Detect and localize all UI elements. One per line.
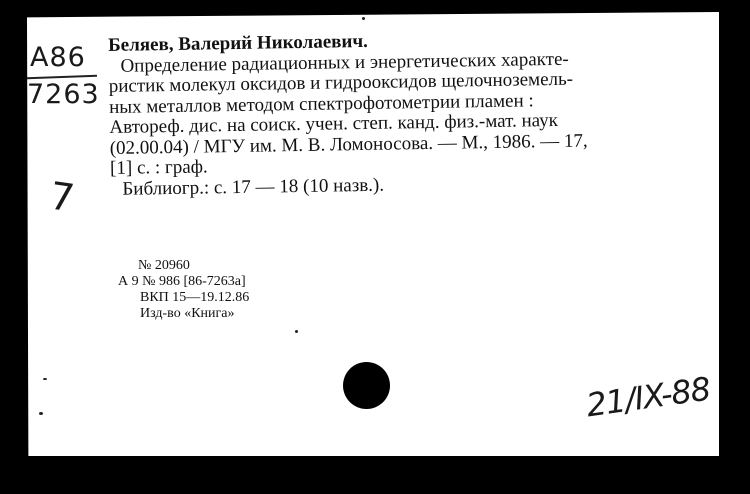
author-name: Беляев, Валерий Николаевич. [107,30,369,56]
vkp-code: ВКП 15—19.12.86 [140,290,250,305]
handwritten-date: 21/IX-88 [583,369,713,425]
ink-speck [43,378,47,380]
bibliography-note: Библиогр.: с. 17 — 18 (10 назв.). [122,174,385,200]
ink-speck [362,17,365,20]
index-code: А 9 № 986 [86-7263а] [118,274,246,289]
ink-speck [39,412,43,415]
title-line: [1] с. : граф. [109,156,208,179]
publisher: Изд-во «Книга» [140,306,235,321]
card-number: № 20960 [138,258,190,273]
shelf-mark-top: A86 [30,42,86,73]
bibliographic-entry [108,27,686,200]
title-line: (02.00.04) / МГУ им. М. В. Ломоносова. — М., 1986. — 17, [109,129,588,159]
title-line: Автореф. дис. на соиск. учен. степ. канд. физ.-мат. наук [109,109,559,138]
punch-hole [343,362,390,409]
shelf-mark-bottom: 7263 [27,79,100,110]
ink-speck [295,330,298,333]
handwritten-margin-mark: 7 [47,173,78,221]
title-line: ристик молекул оксидов и гидрооксидов щелочноземель- [108,68,574,97]
catalog-info [118,258,249,322]
title-line: ных металлов методом спектрофотометрии пламен : [108,89,534,118]
title-line: Определение радиационных и энергетических характе- [120,48,569,77]
